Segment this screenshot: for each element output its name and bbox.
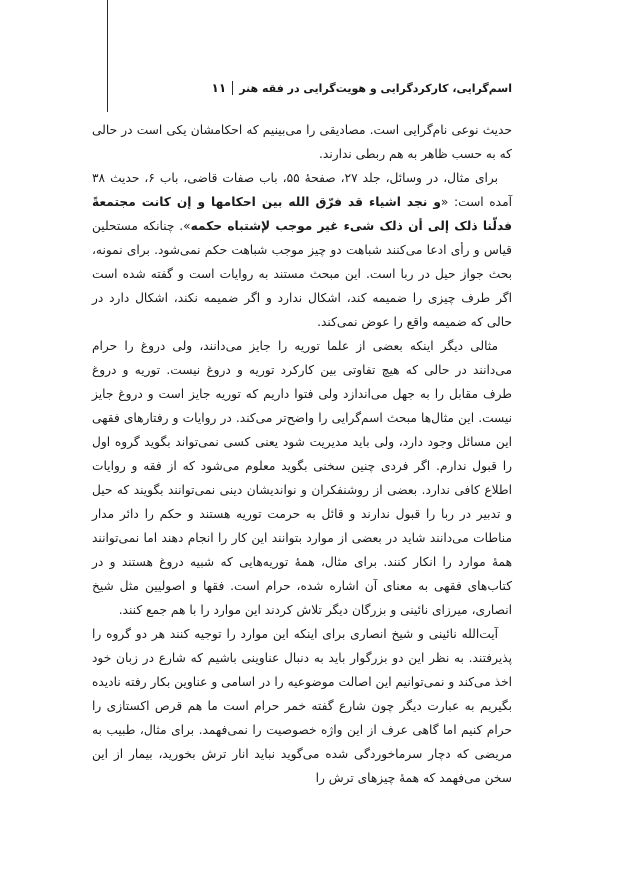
running-header	[92, 78, 512, 98]
paragraph-3: مثالی دیگر اینکه بعضی از علما توریه را جایز می‌دانند، ولی دروغ را حرام می‌دانند در حالی که هیچ تفاوتی بین کارکرد توریه و دروغ نیست. توریه و دروغ طرف مقابل را به جهل می‌اندازد ولی فتوا داریم که توریه جایز است و دروغ جایز نیست. این مثال‌ها مبحث اسم‌گرایی را واضح‌تر می‌کند. در روایات و رفتارهای فقهی این مسائل وجود دارد، ولی باید مدیریت شود یعنی کسی نمی‌تواند بگوید گروه اول را قبول ندارم. اگر فردی چنین سخنی بگوید معلوم می‌شود که از فقه و روایات اطلاع کافی ندارد. بعضی از روشنفکران و نواندیشان دینی نمی‌توانند بگویند که حیل و تدبیر در ربا را قبول ندارند و قائل به حرمت توریه هستند و حکم را دائر مدار مناطات می‌دانند شاید در بعضی از موارد بتوانند این کار را انجام دهند اما نمی‌توانند همهٔ موارد را انکار کنند. برای مثال، همهٔ توریه‌هایی که شبیه دروغ هستند و در کتاب‌های فقهی به معنای آن اشاره شده، حرام است. فقها و اصولیین مثل شیخ انصاری، میرزای نائینی و بزرگان دیگر تلاش کردند این موارد را با هم جمع کنند.	[92, 339, 512, 617]
paragraph-1: حدیث نوعی نام‌گرایی است. مصادیقی را می‌بینیم که احکامشان یکی است در حالی که به حسب ظاهر به هم ربطی ندارند.	[92, 123, 512, 161]
header-title: اسم‌گرایی، کارکردگرایی و هویت‌گرایی در فقه هنر	[239, 81, 512, 95]
paragraph-4: آیت‌الله نائینی و شیخ انصاری برای اینکه این موارد را توجیه کنند هر دو گروه را پذیرفتند. به نظر این دو بزرگوار باید به دنبال عناوینی باشیم که شارع در زبان خود اخذ می‌کند و نمی‌توانیم این اصالت موضوعیه را در اسامی و عناوین بکار رفته نادیده بگیریم به عبارت دیگر چون شارع گفته خمر حرام است ما هم قرص اکستازی را حرام کنیم اما گاهی عرف از این واژه خصوصیت را نمی‌فهمد. برای مثال، طبیب به مریضی که دچار سرماخوردگی شده می‌گوید نباید انار ترش بخورید، بیمار از این سخن می‌فهمد که همهٔ چیزهای ترش را	[92, 627, 512, 785]
paragraph-2-rest: ». چنانکه مستحلین قیاس و رأی ادعا می‌کنند شباهت دو چیز موجب شباهت حکم نمی‌شود. برای نمونه، بحث جواز حیل در ربا است. این مبحث مستند به روایات است و گفته شده است اگر طرف چیزی را ضمیمه کند، اشکال ندارد و اگر ضمیمه نکند، اشکال دارد در حالی که ضمیمه واقع را عوض نمی‌کند.	[92, 219, 512, 329]
page-number: ۱۱	[211, 81, 227, 95]
paragraph-2	[92, 166, 512, 334]
hadith-quote: و نجد اشیاء قد فرّق الله بین احکامها و إن کانت مجتمعةً فدلّنا ذلک إلی أن ذلک شیء غیر موجب لإشتباه حکمه	[92, 195, 512, 233]
header-separator	[232, 81, 233, 95]
body-text	[92, 118, 512, 790]
paragraph-2-intro: برای مثال، در وسائل، جلد ۲۷، صفحهٔ ۵۵، باب صفات قاضی، باب ۶، حدیث ۳۸ آمده است: «	[92, 171, 512, 209]
